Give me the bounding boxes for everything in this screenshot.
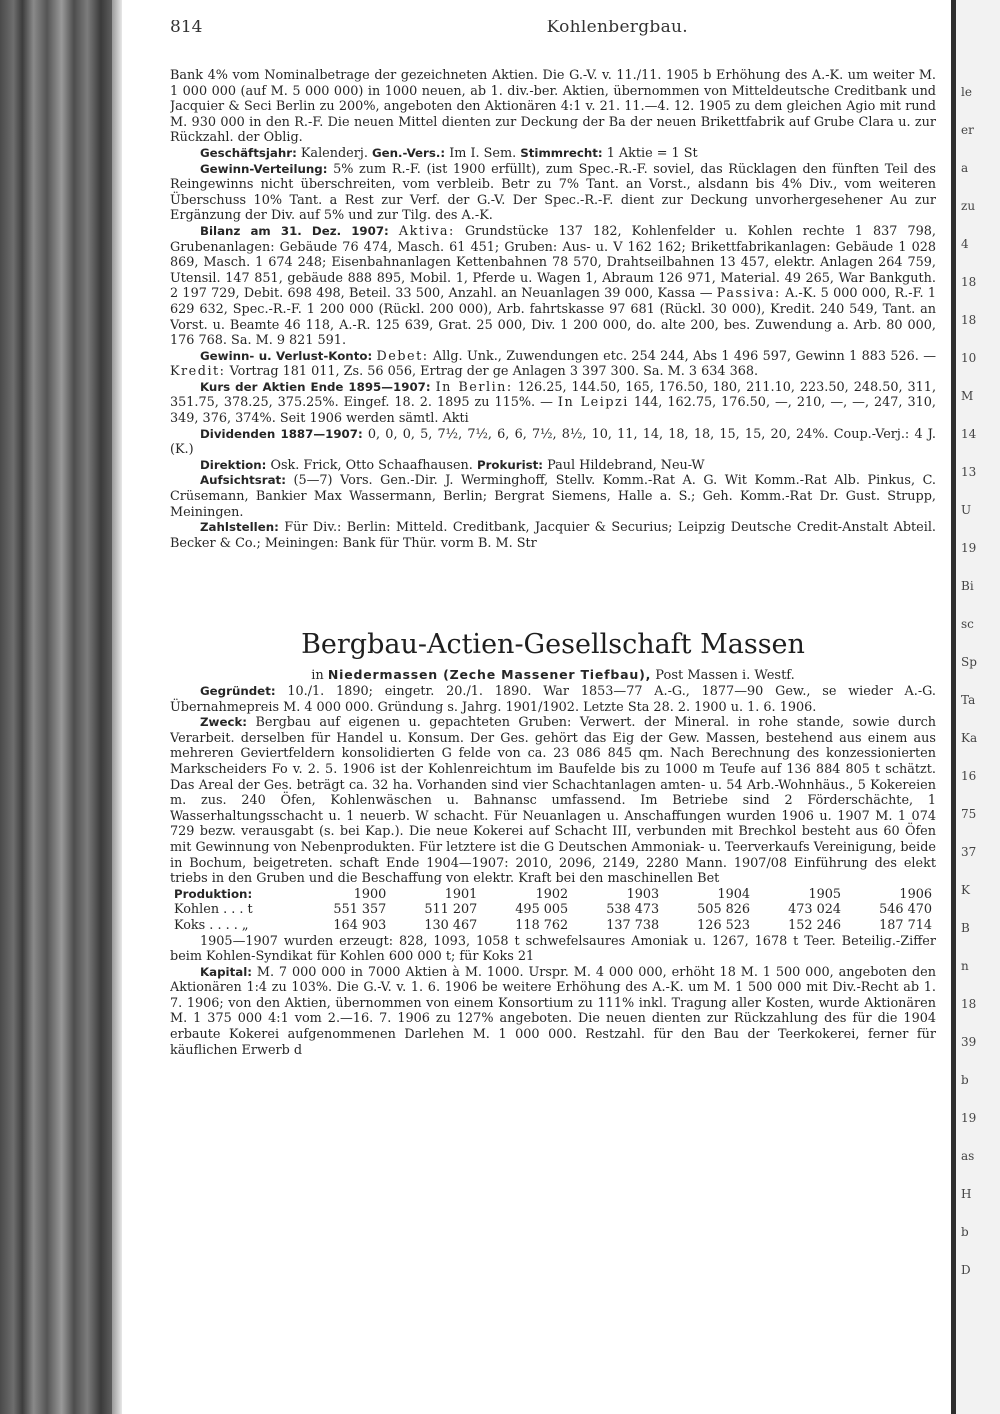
bilanz-label: Bilanz am 31. Dez. 1907: [200,223,389,238]
production-value: 137 738 [606,917,660,933]
margin-fragment: U [961,503,972,517]
margin-fragment: a [961,161,969,175]
production-year: 1900 [353,886,387,902]
gegruendet-paragraph [170,684,936,715]
direktion-text: Osk. Frick, Otto Schaafhausen. [270,457,473,473]
document-page [170,20,936,1405]
zahlstellen-paragraph [170,520,936,551]
margin-fragment: 18 [961,313,977,327]
location-suffix: Post Massen i. Westf. [655,668,795,684]
zahlstellen-text: Für Div.: Berlin: Mitteld. Creditbank, Jacquier & Securius; Leipzig Deutsche Credit-Anstalt Abteil. Becker & Co.; Meiningen: Bank für Thür. vorm B. M. Str [170,520,936,551]
kredit-text: Vortrag 181 011, Zs. 56 056, Ertrag der ge Anlagen 3 397 300. Sa. M. 3 634 368. [229,364,759,380]
produktion-label: Produktion: [174,886,253,901]
genvers-label: Gen.-Vers.: [371,145,446,160]
aufsichtsrat-label: Aufsichtsrat: [200,473,286,488]
stimmrecht-label: Stimmrecht: [520,145,603,160]
aktiva-text: Grundstücke 137 182, Kohlenfelder u. Kohlen rechte 1 837 798, Grubenanlagen: Gebäude 76 474, Masch. 61 451; Gruben: Aus- u. V 162 162; Brikettfabrikanlagen: Gebäude 1 028 869, Masch. 1 674 248; Eisenbahnanlagen Kettenbahnen 78 570, Drahtseilbahnen 13 457, elektr. Anlagen 264 759, Utensil. 147 851, gebäude 888 895, Mobil. 1, Pferde u. Wagen 1, Abraum 126 971, Material. 49 265, War Bankguth. 2 197 729, Debit. 698 498, Beteil. 33 500, Anzahl. an Neuanlagen 39 000, Kassa — [170,223,936,302]
kapital-label: Kapital: [200,964,252,979]
zweck-paragraph [170,715,936,887]
location-bold: Niedermassen (Zeche Massener Tiefbau), [327,667,652,683]
prokurist-text: Paul Hildebrand, Neu-W [547,457,705,473]
company-name-heading: Bergbau-Actien-Gesellschaft Massen [301,629,805,661]
kapital-paragraph [170,965,936,1059]
aufsichtsrat-text: (5—7) Vors. Gen.-Dir. J. Werminghoff, Stellv. Komm.-Rat A. G. Wit Komm.-Rat Alb. Pinkus, C. Crüsemann, Bankier Max Wassermann, Berlin; Bergrat Siemens, Halle a. S.; Geh. Komm.-Rat Dr. Gust. Strupp, Meiningen. [170,473,936,520]
production-value: 505 826 [697,902,751,918]
debet-text: Allg. Unk., Zuwendungen etc. 254 244, Abs 1 496 597, Gewinn 1 883 526. — [432,348,936,364]
capital-paragraph: Bank 4% vom Nominalbetrage der gezeichneten Aktien. Die G.-V. v. 11./11. 1905 b Erhöhung des A.-K. um weiter M. 1 000 000 (auf M. 5 000 000) in 1000 neuen, ab 1. div.-ber. Aktien, übernommen von Mitteldeutsche Creditbank und Jacquier & Seci Berlin zu 200%, angeboten den Aktionären 4:1 v. 21. 11.—4. 12. 1905 zu dem gleichen Agio mit rund M. 930 000 in den R.-F. Die neuen Mittel dienten zur Deckung der Ba der neuen Brikettfabrik auf Grube Clara u. zur Rückzahl. der Oblig. [170,68,936,146]
production-value: 187 714 [879,917,932,933]
margin-fragment: 19 [961,1111,977,1125]
previous-company-entry [170,68,936,551]
production-year: 1904 [717,886,751,902]
kurs-leipzig-text: 144, 162.75, 176.50, —, 210, —, —, 247, 310, 349, 376, 374%. Seit 1906 werden sämtl. Akti [170,395,936,427]
company-entry [170,629,936,1058]
kurs-berlin-label: In Berlin: [435,379,513,395]
prokurist-label: Prokurist: [476,457,544,472]
margin-fragment: D [961,1263,971,1277]
margin-fragment: 39 [961,1035,977,1049]
kapital-text: M. 7 000 000 in 7000 Aktien à M. 1000. Urspr. M. 4 000 000, erhöht 18 M. 1 500 000, angeboten den Aktionären 1:4 zu 103%. Die G.-V. v. 1. 6. 1906 be weitere Erhöhung des A.-K. um M. 1 500 000 mit Div.-Recht ab 1. 7. 1906; von den Aktien, übernommen von einem Konsortium zu 111% inkl. Tragung aller Kosten, wurde Aktionären M. 1 375 000 4:1 vom 2.—16. 7. 1906 zu 127% angeboten. Die neuen dienten zur Rückzahlung des für die 1904 erbaute Kokerei aufgenommenen Darlehen M. 1 000 000. Restzahl. für den Bau der Teerkokerei, ferner für käuflichen Erwerb d [170,964,936,1058]
zweck-text: Bergbau auf eigenen u. gepachteten Gruben: Verwert. der Mineral. in rohe stande, sowie durch Verarbeit. derselben für Handel u. Konsum. Der Ges. gehört das Eig der Gew. Massen, bestehend aus einem aus mehreren Geviertfeldern konsolidierten G felde von ca. 23 086 845 qm. Nach Berechnung des konzessionierten Markscheiders Fo v. 2. 5. 1906 ist der Kohlenreichtum im Baufelde bis zu 1000 m Teufe auf 136 884 805 t schätzt. Das Areal der Ges. beträgt ca. 32 ha. Vorhanden sind vier Schachtanlagen amten- u. 54 Arb.-Wohnhäus., 5 Kokereien m. zus. 240 Öfen, Kohlenwäschen u. Bahnansc umfassend. Im Betriebe sind 2 Förderschächte, 1 Wasserhaltungsschacht u. 1 neuerb. W schacht. Für Neuanlagen u. Anschaffungen wurden 1906 u. 1907 M. 1 074 729 bezw. verausgabt (s. bei Kap.). Die neue Kokerei auf Schacht III, verbunden mit Brechkol besteht aus 60 Öfen mit Gewinnung von Nebenprodukten. Für letztere ist die G Deutschen Ammoniak- u. Teerverkaufs Vereinigung, beide in Bochum, beigetreten. schaft Ende 1904—1907: 2010, 2096, 2149, 2280 Mann. 1907/08 Einführung des elekt triebs in den Gruben und die Beschaffung von elektr. Kraft bei den maschinellen Bet [170,715,936,887]
margin-fragment: K [961,883,970,897]
margin-fragment: b [961,1225,969,1239]
page-number: 814 [170,20,203,37]
production-value: 473 024 [788,902,842,918]
passiva-label: Passiva: [716,286,781,302]
production-row [170,918,936,934]
production-year: 1901 [444,886,478,902]
gewinnverteilung-label: Gewinn-Verteilung: [200,161,328,176]
running-title: Kohlenbergbau. [546,20,688,37]
produktion-note: 1905—1907 wurden erzeugt: 828, 1093, 1058 t schwefelsaures Amoniak u. 1267, 1678 t Teer. Beteilig.-Ziffer beim Kohlen-Syndikat für Kohlen 600 000 t; für Koks 21 [170,933,936,965]
dividenden-paragraph [170,427,936,458]
margin-fragment: 16 [961,769,977,783]
geschaeftsjahr-value: Kalenderj. [300,145,368,161]
margin-fragment: Ka [961,731,978,745]
production-year: 1902 [535,886,569,902]
company-location-line [170,667,936,684]
bilanz-paragraph [170,224,936,349]
book-spine [0,0,112,1414]
genvers-value: Im I. Sem. [449,145,517,161]
margin-fragment: 4 [961,237,969,251]
kurs-label: Kurs der Aktien Ende 1895—1907: [200,379,431,394]
margin-fragment: M [961,389,974,403]
guv-paragraph [170,349,936,380]
geschaeftsjahr-label: Geschäftsjahr: [200,145,297,160]
production-year: 1903 [626,886,660,902]
running-header [170,20,936,46]
geschaeftsjahr-line [170,146,936,162]
margin-fragment: 13 [961,465,977,479]
kurs-berlin-text: 126.25, 144.50, 165, 176.50, 180, 211.10, 223.50, 248.50, 311, 351.75, 378.25, 375.25%. Eingef. 18. 2. 1895 zu 115%. — [170,379,936,411]
margin-fragment: Sp [961,655,977,669]
gegruendet-text: 10./1. 1890; eingetr. 20./1. 1890. War 1853—77 A.-G., 1877—90 Gew., se wieder A.-G. Übernahmepreis M. 4 000 000. Gründung s. Jahrg. 1901/1902. Letzte Sta 28. 2. 1900 u. 1. 6. 1906. [170,684,936,715]
margin-fragment: zu [961,199,976,213]
zweck-label: Zweck: [200,715,248,730]
location-prefix: in [311,668,324,684]
margin-fragment: b [961,1073,969,1087]
gewinnverteilung-paragraph [170,162,936,224]
margin-fragment: sc [961,617,974,631]
zahlstellen-label: Zahlstellen: [200,520,279,535]
margin-fragment: B [961,921,970,935]
production-value: 152 246 [788,917,842,933]
margin-fragment: 18 [961,997,977,1011]
aktiva-label: Aktiva: [398,223,455,239]
margin-fragment: le [961,85,972,99]
margin-fragment: 18 [961,275,977,289]
production-value: 164 903 [333,917,387,933]
production-row [170,902,936,918]
gewinnverteilung-text: 5% zum R.-F. (ist 1900 erfüllt), zum Spec.-R.-F. soviel, das Rücklagen den fünften Teil des Reingewinns nicht überschreiten, vom verbleib. Betr zu 7% Tant. an Vorst., alsdann bis 4% Div., vom weiteren Überschuss 10% Tant. a Rest zur Verf. der G.-V. Der Spec.-R.-F. dient zur Deckung unvorhergesehener Au zur Ergänzung der Div. auf 5% und zur Tilg. des A.-K. [170,161,936,224]
production-year: 1906 [899,886,932,902]
margin-fragment: 37 [961,845,977,859]
kredit-label: Kredit: [170,364,226,380]
production-header-row [170,887,936,903]
production-value: 126 523 [697,917,751,933]
margin-fragment: n [961,959,969,973]
production-value: 118 762 [515,917,569,933]
passiva-text: A.-K. 5 000 000, R.-F. 1 629 632, Spec.-R.-F. 1 200 000 (Rückl. 200 000), Arb. fahrtskasse 97 681 (Rückl. 30 000), Kredit. 240 549, Tant. an Vorst. u. Beamte 46 118, A.-R. 125 639, Grat. 25 000, Div. 1 200 000, do. alte 200, bes. Zuwendung a. Arb. 80 000, 176 768. Sa. M. 9 821 591. [170,286,936,349]
section-spacer [170,551,936,629]
production-row-label: Koks . . . . „ [174,917,249,933]
margin-fragment: as [961,1149,975,1163]
kurs-paragraph [170,380,936,427]
production-table [170,887,936,934]
guv-label: Gewinn- u. Verlust-Konto: [200,348,373,363]
margin-fragment: 19 [961,541,977,555]
margin-fragment: er [961,123,974,137]
production-value: 551 357 [333,902,387,918]
aufsichtsrat-paragraph [170,473,936,520]
production-value: 495 005 [515,902,569,918]
dividenden-text: 0, 0, 0, 5, 7½, 7½, 6, 6, 7½, 8½, 10, 11, 14, 18, 18, 15, 15, 20, 24%. Coup.-Verj.: 4 J. (K.) [170,426,936,458]
production-value: 130 467 [424,917,478,933]
production-value: 511 207 [424,902,478,918]
margin-fragment: Bi [961,579,974,593]
page-gutter-shadow [112,0,122,1414]
margin-fragment: Ta [961,693,976,707]
dividenden-label: Dividenden 1887—1907: [200,426,363,441]
adjacent-page-strip [951,0,1000,1414]
stimmrecht-value: 1 Aktie = 1 St [606,145,698,161]
production-year: 1905 [808,886,842,902]
production-value: 538 473 [606,902,660,918]
margin-fragment: 75 [961,807,977,821]
direktion-label: Direktion: [200,457,267,472]
kurs-leipzig-label: In Leipzi [557,395,629,411]
margin-fragment: 10 [961,351,977,365]
production-value: 546 470 [879,902,932,918]
margin-fragment: 14 [961,427,977,441]
margin-fragment: H [961,1187,972,1201]
debet-label: Debet: [376,348,429,364]
gegruendet-label: Gegründet: [200,684,276,698]
production-row-label: Kohlen . . . t [174,902,253,918]
direktion-line [170,458,936,474]
